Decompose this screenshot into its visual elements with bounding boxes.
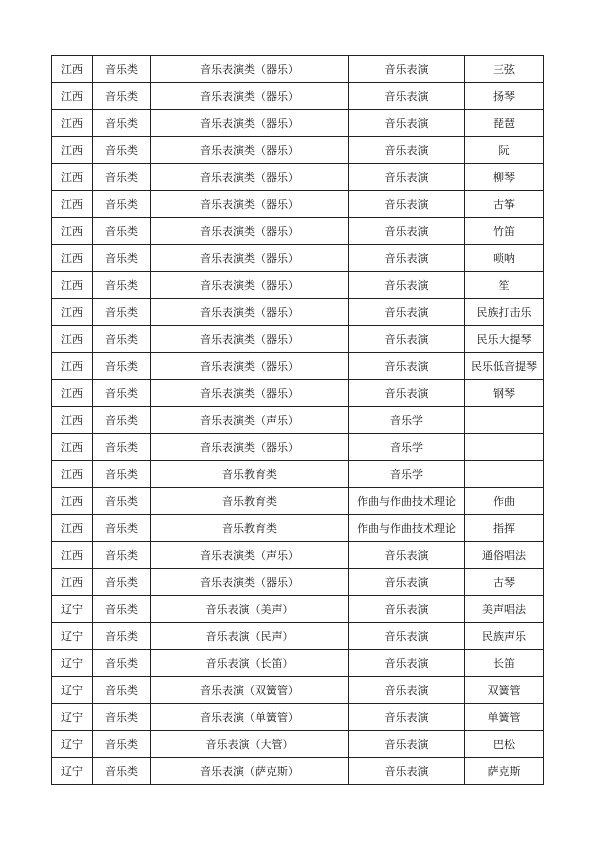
table-row <box>52 434 544 461</box>
major-cell: 音乐表演 <box>349 83 465 110</box>
province-cell: 江西 <box>52 380 93 407</box>
table-row <box>52 137 544 164</box>
major-cell: 作曲与作曲技术理论 <box>349 515 465 542</box>
direction-cell: 单簧管 <box>465 704 544 731</box>
province-cell: 辽宁 <box>52 704 93 731</box>
major-cell: 音乐表演 <box>349 677 465 704</box>
category-cell: 音乐类 <box>93 542 151 569</box>
direction-cell: 古筝 <box>465 191 544 218</box>
province-cell: 江西 <box>52 272 93 299</box>
direction-cell: 唢呐 <box>465 245 544 272</box>
table-row <box>52 596 544 623</box>
major-cell: 音乐表演 <box>349 650 465 677</box>
province-cell: 江西 <box>52 299 93 326</box>
table-row <box>52 569 544 596</box>
province-cell: 江西 <box>52 353 93 380</box>
major-cell: 作曲与作曲技术理论 <box>349 488 465 515</box>
exam-type-cell: 音乐表演类（器乐） <box>151 56 349 83</box>
table-row <box>52 218 544 245</box>
direction-cell: 巴松 <box>465 731 544 758</box>
table-row <box>52 704 544 731</box>
category-cell: 音乐类 <box>93 758 151 785</box>
exam-type-cell: 音乐表演（萨克斯） <box>151 758 349 785</box>
table-row <box>52 380 544 407</box>
exam-type-cell: 音乐表演类（器乐） <box>151 164 349 191</box>
province-cell: 江西 <box>52 434 93 461</box>
direction-cell: 民族打击乐 <box>465 299 544 326</box>
exam-type-cell: 音乐表演类（声乐） <box>151 542 349 569</box>
direction-cell: 柳琴 <box>465 164 544 191</box>
province-cell: 江西 <box>52 110 93 137</box>
table-row <box>52 83 544 110</box>
table-body <box>52 56 544 785</box>
major-cell: 音乐表演 <box>349 164 465 191</box>
table-row <box>52 272 544 299</box>
major-cell: 音乐表演 <box>349 542 465 569</box>
exam-type-cell: 音乐表演类（器乐） <box>151 137 349 164</box>
exam-type-cell: 音乐表演类（器乐） <box>151 299 349 326</box>
direction-cell: 竹笛 <box>465 218 544 245</box>
exam-type-cell: 音乐表演类（器乐） <box>151 245 349 272</box>
category-cell: 音乐类 <box>93 299 151 326</box>
exam-type-cell: 音乐表演类（声乐） <box>151 407 349 434</box>
province-cell: 辽宁 <box>52 623 93 650</box>
exam-type-cell: 音乐表演类（器乐） <box>151 569 349 596</box>
exam-type-cell: 音乐教育类 <box>151 515 349 542</box>
direction-cell: 琵琶 <box>465 110 544 137</box>
direction-cell: 双簧管 <box>465 677 544 704</box>
major-cell: 音乐表演 <box>349 191 465 218</box>
table-row <box>52 407 544 434</box>
province-cell: 江西 <box>52 164 93 191</box>
direction-cell: 钢琴 <box>465 380 544 407</box>
table-row <box>52 191 544 218</box>
major-cell: 音乐表演 <box>349 110 465 137</box>
direction-cell: 笙 <box>465 272 544 299</box>
major-cell: 音乐表演 <box>349 56 465 83</box>
province-cell: 江西 <box>52 542 93 569</box>
admissions-table <box>51 55 544 785</box>
table-row <box>52 758 544 785</box>
category-cell: 音乐类 <box>93 164 151 191</box>
major-cell: 音乐表演 <box>349 299 465 326</box>
table-row <box>52 56 544 83</box>
province-cell: 江西 <box>52 488 93 515</box>
category-cell: 音乐类 <box>93 380 151 407</box>
province-cell: 江西 <box>52 218 93 245</box>
province-cell: 江西 <box>52 137 93 164</box>
category-cell: 音乐类 <box>93 488 151 515</box>
category-cell: 音乐类 <box>93 677 151 704</box>
category-cell: 音乐类 <box>93 407 151 434</box>
category-cell: 音乐类 <box>93 650 151 677</box>
direction-cell: 萨克斯 <box>465 758 544 785</box>
exam-type-cell: 音乐表演类（器乐） <box>151 353 349 380</box>
category-cell: 音乐类 <box>93 272 151 299</box>
category-cell: 音乐类 <box>93 245 151 272</box>
direction-cell: 民乐大提琴 <box>465 326 544 353</box>
table-row <box>52 650 544 677</box>
province-cell: 辽宁 <box>52 596 93 623</box>
table-row <box>52 542 544 569</box>
category-cell: 音乐类 <box>93 731 151 758</box>
direction-cell: 古琴 <box>465 569 544 596</box>
direction-cell: 指挥 <box>465 515 544 542</box>
table-row <box>52 326 544 353</box>
province-cell: 江西 <box>52 461 93 488</box>
major-cell: 音乐表演 <box>349 272 465 299</box>
direction-cell: 长笛 <box>465 650 544 677</box>
table-row <box>52 461 544 488</box>
table-row <box>52 164 544 191</box>
direction-cell <box>465 407 544 434</box>
category-cell: 音乐类 <box>93 515 151 542</box>
direction-cell: 阮 <box>465 137 544 164</box>
category-cell: 音乐类 <box>93 353 151 380</box>
table-row <box>52 488 544 515</box>
province-cell: 辽宁 <box>52 731 93 758</box>
table-row <box>52 299 544 326</box>
major-cell: 音乐学 <box>349 407 465 434</box>
direction-cell <box>465 434 544 461</box>
major-cell: 音乐表演 <box>349 623 465 650</box>
exam-type-cell: 音乐教育类 <box>151 461 349 488</box>
exam-type-cell: 音乐表演类（器乐） <box>151 272 349 299</box>
category-cell: 音乐类 <box>93 569 151 596</box>
exam-type-cell: 音乐表演（大管） <box>151 731 349 758</box>
table-row <box>52 623 544 650</box>
table-row <box>52 110 544 137</box>
province-cell: 江西 <box>52 326 93 353</box>
major-cell: 音乐学 <box>349 434 465 461</box>
exam-type-cell: 音乐教育类 <box>151 488 349 515</box>
category-cell: 音乐类 <box>93 218 151 245</box>
direction-cell: 民族声乐 <box>465 623 544 650</box>
table-row <box>52 677 544 704</box>
category-cell: 音乐类 <box>93 110 151 137</box>
direction-cell: 作曲 <box>465 488 544 515</box>
table-row <box>52 731 544 758</box>
province-cell: 辽宁 <box>52 758 93 785</box>
category-cell: 音乐类 <box>93 461 151 488</box>
major-cell: 音乐表演 <box>349 569 465 596</box>
province-cell: 江西 <box>52 515 93 542</box>
major-cell: 音乐表演 <box>349 704 465 731</box>
major-cell: 音乐表演 <box>349 137 465 164</box>
category-cell: 音乐类 <box>93 137 151 164</box>
major-cell: 音乐表演 <box>349 380 465 407</box>
direction-cell: 美声唱法 <box>465 596 544 623</box>
table-row <box>52 353 544 380</box>
major-cell: 音乐表演 <box>349 326 465 353</box>
exam-type-cell: 音乐表演（长笛） <box>151 650 349 677</box>
exam-type-cell: 音乐表演类（器乐） <box>151 218 349 245</box>
direction-cell: 扬琴 <box>465 83 544 110</box>
province-cell: 江西 <box>52 56 93 83</box>
province-cell: 辽宁 <box>52 650 93 677</box>
category-cell: 音乐类 <box>93 596 151 623</box>
major-cell: 音乐表演 <box>349 596 465 623</box>
major-cell: 音乐学 <box>349 461 465 488</box>
category-cell: 音乐类 <box>93 56 151 83</box>
major-cell: 音乐表演 <box>349 218 465 245</box>
category-cell: 音乐类 <box>93 704 151 731</box>
exam-type-cell: 音乐表演类（器乐） <box>151 83 349 110</box>
category-cell: 音乐类 <box>93 434 151 461</box>
major-cell: 音乐表演 <box>349 731 465 758</box>
province-cell: 江西 <box>52 569 93 596</box>
exam-type-cell: 音乐表演（单簧管） <box>151 704 349 731</box>
exam-type-cell: 音乐表演类（器乐） <box>151 434 349 461</box>
direction-cell <box>465 461 544 488</box>
province-cell: 江西 <box>52 245 93 272</box>
major-cell: 音乐表演 <box>349 245 465 272</box>
direction-cell: 民乐低音提琴 <box>465 353 544 380</box>
exam-type-cell: 音乐表演类（器乐） <box>151 380 349 407</box>
province-cell: 江西 <box>52 83 93 110</box>
exam-type-cell: 音乐表演类（器乐） <box>151 326 349 353</box>
direction-cell: 通俗唱法 <box>465 542 544 569</box>
major-cell: 音乐表演 <box>349 758 465 785</box>
category-cell: 音乐类 <box>93 83 151 110</box>
category-cell: 音乐类 <box>93 623 151 650</box>
exam-type-cell: 音乐表演（美声） <box>151 596 349 623</box>
exam-type-cell: 音乐表演类（器乐） <box>151 191 349 218</box>
category-cell: 音乐类 <box>93 326 151 353</box>
major-cell: 音乐表演 <box>349 353 465 380</box>
direction-cell: 三弦 <box>465 56 544 83</box>
exam-type-cell: 音乐表演（双簧管） <box>151 677 349 704</box>
table-row <box>52 515 544 542</box>
exam-type-cell: 音乐表演（民声） <box>151 623 349 650</box>
exam-type-cell: 音乐表演类（器乐） <box>151 110 349 137</box>
table-row <box>52 245 544 272</box>
province-cell: 江西 <box>52 191 93 218</box>
province-cell: 江西 <box>52 407 93 434</box>
province-cell: 辽宁 <box>52 677 93 704</box>
category-cell: 音乐类 <box>93 191 151 218</box>
